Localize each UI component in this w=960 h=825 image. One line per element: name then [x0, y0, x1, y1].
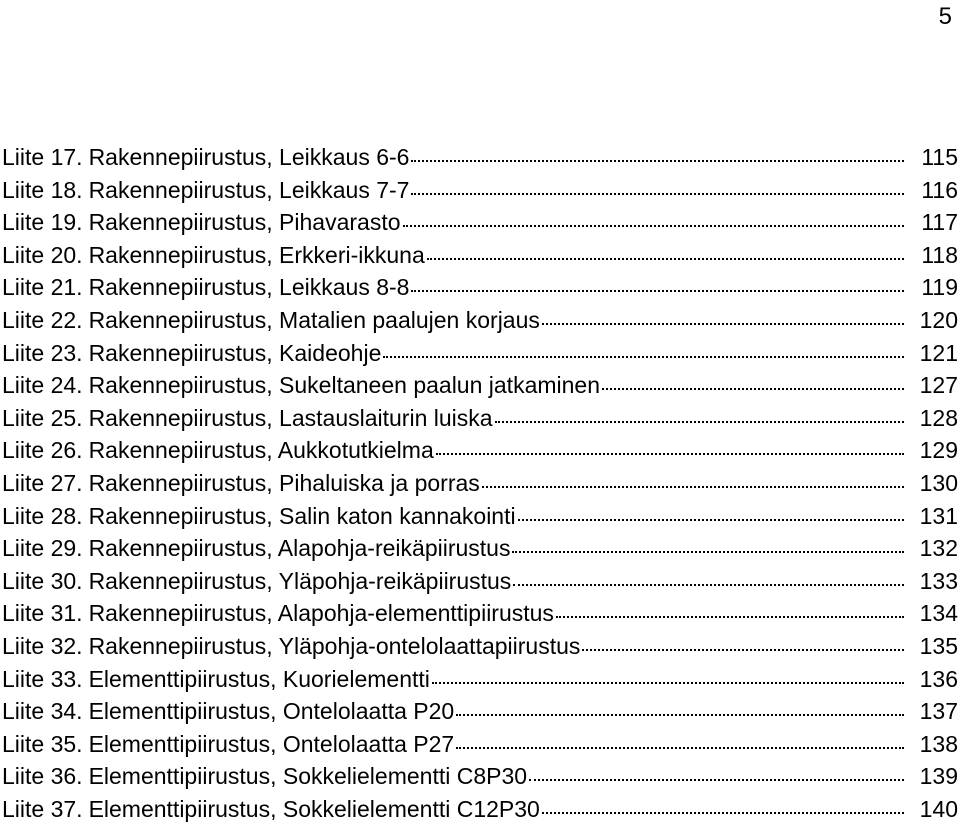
toc-entry-label: Liite 18. [2, 176, 83, 203]
toc-dot-leader [542, 323, 904, 325]
toc-entry[interactable] [2, 760, 958, 793]
toc-entry[interactable] [2, 206, 958, 239]
toc-entry-page-number: 128 [919, 404, 958, 431]
toc-entry-page-number: 135 [919, 632, 958, 659]
toc-entry[interactable] [2, 532, 958, 565]
page-number: 5 [938, 3, 952, 30]
toc-entry-page-number: 117 [921, 209, 958, 236]
toc-entry[interactable] [2, 369, 958, 402]
toc-entry-title: Elementtipiirustus, Sokkelielementti C12P30 [88, 795, 540, 822]
toc-entry-title: Elementtipiirustus, Sokkelielementti C8P30 [88, 763, 528, 790]
toc-entry-title: Rakennepiirustus, Lastauslaiturin luiska [88, 404, 493, 431]
toc-entry-page-number: 127 [919, 372, 958, 399]
toc-entry[interactable] [2, 793, 958, 825]
toc-entry-page-number: 140 [919, 795, 958, 822]
toc-dot-leader [427, 258, 904, 260]
toc-entry-page-number: 139 [919, 763, 958, 790]
toc-entry-page-number: 115 [921, 144, 958, 170]
toc-entry-page-number: 133 [919, 567, 958, 594]
toc-entry-title: Rakennepiirustus, Alapohja-reikäpiirustus [88, 535, 511, 562]
toc-entry[interactable] [2, 337, 958, 370]
toc-entry-page-number: 129 [919, 437, 958, 464]
toc-entry[interactable] [2, 174, 958, 207]
toc-entry-label: Liite 33. [2, 665, 83, 692]
toc-entry-page-number: 134 [919, 600, 958, 627]
toc-entry-title: Rakennepiirustus, Alapohja-elementtipiirustus [88, 600, 554, 627]
toc-dot-leader [529, 779, 904, 781]
toc-entry[interactable] [2, 467, 958, 500]
toc-entry[interactable] [2, 304, 958, 337]
toc-entry-page-number: 130 [919, 469, 958, 496]
toc-entry-title: Elementtipiirustus, Ontelolaatta P27 [88, 730, 455, 757]
toc-entry-title: Rakennepiirustus, Leikkaus 8-8 [88, 274, 410, 301]
toc-dot-leader [383, 356, 904, 358]
toc-dot-leader [556, 616, 904, 618]
toc-dot-leader [513, 584, 904, 586]
toc-entry-page-number: 137 [919, 698, 958, 725]
toc-entry-title: Rakennepiirustus, Leikkaus 6-6 [88, 144, 410, 170]
toc-entry-page-number: 118 [921, 241, 958, 268]
toc-entry-label: Liite 36. [2, 763, 83, 790]
toc-entry-page-number: 136 [919, 665, 958, 692]
toc-dot-leader [542, 812, 904, 814]
toc-entry-title: Rakennepiirustus, Pihavarasto [88, 209, 401, 236]
toc-entry-label: Liite 19. [2, 209, 83, 236]
toc-entry-title: Rakennepiirustus, Aukkotutkielma [88, 437, 434, 464]
toc-dot-leader [518, 519, 904, 521]
toc-entry-label: Liite 21. [2, 274, 83, 301]
toc-entry[interactable] [2, 630, 958, 663]
toc-entry-title: Rakennepiirustus, Salin katon kannakointi [88, 502, 516, 529]
toc-entry-page-number: 131 [919, 502, 958, 529]
toc-entry[interactable] [2, 271, 958, 304]
toc-entry-label: Liite 17. [2, 144, 83, 170]
toc-entry[interactable] [2, 663, 958, 696]
toc-entry-title: Elementtipiirustus, Ontelolaatta P20 [88, 698, 455, 725]
toc-entry-title: Elementtipiirustus, Kuorielementti [88, 665, 430, 692]
toc-entry[interactable] [2, 402, 958, 435]
toc-entry-label: Liite 23. [2, 339, 83, 366]
toc-entry-page-number: 132 [919, 535, 958, 562]
toc-entry-label: Liite 31. [2, 600, 83, 627]
toc-entry[interactable] [2, 500, 958, 533]
toc-dot-leader [482, 486, 904, 488]
toc-entry-page-number: 121 [919, 339, 958, 366]
toc-entry[interactable] [2, 141, 958, 174]
toc-entry-label: Liite 37. [2, 795, 83, 822]
toc-entry-label: Liite 32. [2, 632, 83, 659]
toc-entry-label: Liite 26. [2, 437, 83, 464]
toc-entry-title: Rakennepiirustus, Leikkaus 7-7 [88, 176, 410, 203]
toc-entry-label: Liite 34. [2, 698, 83, 725]
toc-dot-leader [403, 225, 904, 227]
toc-dot-leader [582, 649, 904, 651]
toc-entry-title: Rakennepiirustus, Yläpohja-reikäpiirustus [88, 567, 512, 594]
toc-entry[interactable] [2, 728, 958, 761]
toc-entry-title: Rakennepiirustus, Sukeltaneen paalun jatkaminen [88, 372, 601, 399]
toc-entry-title: Rakennepiirustus, Matalien paalujen korjaus [88, 306, 540, 333]
toc-entry-label: Liite 20. [2, 241, 83, 268]
toc-entry[interactable] [2, 695, 958, 728]
toc-entry-title: Rakennepiirustus, Pihaluiska ja porras [88, 469, 480, 496]
toc-dot-leader [432, 682, 904, 684]
toc-entry-label: Liite 29. [2, 535, 83, 562]
toc-entry-label: Liite 24. [2, 372, 83, 399]
toc-dot-leader [436, 453, 904, 455]
toc-entry-title: Rakennepiirustus, Erkkeri-ikkuna [88, 241, 425, 268]
table-of-contents [2, 141, 958, 825]
toc-entry[interactable] [2, 239, 958, 272]
toc-entry-label: Liite 30. [2, 567, 83, 594]
toc-dot-leader [512, 551, 904, 553]
toc-entry-label: Liite 27. [2, 469, 83, 496]
toc-dot-leader [495, 421, 904, 423]
toc-entry[interactable] [2, 434, 958, 467]
toc-entry-page-number: 138 [919, 730, 958, 757]
toc-entry-page-number: 116 [921, 176, 958, 203]
toc-entry-title: Rakennepiirustus, Kaideohje [88, 339, 382, 366]
toc-dot-leader [411, 193, 904, 195]
toc-dot-leader [456, 747, 904, 749]
toc-entry-label: Liite 25. [2, 404, 83, 431]
toc-dot-leader [411, 290, 904, 292]
toc-dot-leader [411, 160, 904, 162]
toc-entry-label: Liite 35. [2, 730, 83, 757]
toc-entry-page-number: 120 [919, 306, 958, 333]
toc-entry-label: Liite 22. [2, 306, 83, 333]
toc-dot-leader [456, 714, 904, 716]
toc-entry-label: Liite 28. [2, 502, 83, 529]
toc-entry[interactable] [2, 597, 958, 630]
toc-entry-page-number: 119 [921, 274, 958, 301]
toc-entry-title: Rakennepiirustus, Yläpohja-ontelolaattapiirustus [88, 632, 581, 659]
toc-entry[interactable] [2, 565, 958, 598]
toc-dot-leader [602, 388, 904, 390]
